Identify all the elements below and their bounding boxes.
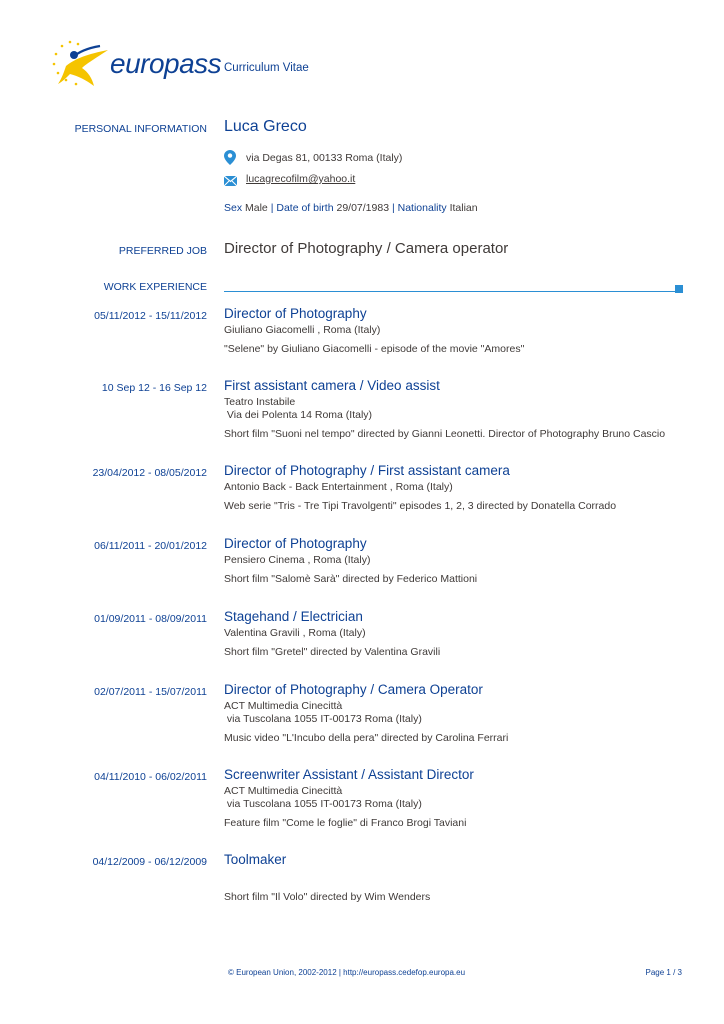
entry-description: Short film "Gretel" directed by Valentina Gravili	[224, 646, 441, 658]
entry-date: 23/04/2012 - 08/05/2012	[92, 467, 207, 479]
work-entry	[0, 682, 724, 762]
entry-description: Short film "Suoni nel tempo" directed by Gianni Leonetti. Director of Photography Bruno Cascio	[224, 428, 666, 440]
email-icon	[224, 176, 237, 186]
entry-org: Pensiero Cinema , Roma (Italy)	[224, 554, 371, 566]
work-entry	[0, 767, 724, 847]
europass-wordmark: europass	[110, 48, 222, 79]
cv-label: Curriculum Vitae	[224, 62, 309, 74]
sex-value: Male	[245, 202, 268, 214]
work-entry	[0, 536, 724, 616]
sex-label: Sex	[224, 202, 243, 214]
entry-title: Director of Photography / Camera Operator	[224, 682, 483, 697]
work-entry	[0, 609, 724, 689]
personal-info-label: PERSONAL INFORMATION	[74, 123, 207, 135]
entry-description: Feature film "Come le foglie" di Franco Brogi Taviani	[224, 817, 467, 829]
work-entry	[0, 463, 724, 543]
entry-description: Web serie "Tris - Tre Tipi Travolgenti" episodes 1, 2, 3 directed by Donatella Corrado	[224, 500, 617, 512]
entry-org: Teatro Instabile	[224, 396, 296, 408]
dob-value: 29/07/1983	[336, 202, 390, 214]
section-divider-line	[224, 291, 676, 292]
email-link[interactable]: lucagrecofilm@yahoo.it	[246, 173, 356, 185]
entry-date: 10 Sep 12 - 16 Sep 12	[101, 382, 207, 394]
entry-description: Music video "L'Incubo della pera" directed by Carolina Ferrari	[224, 732, 509, 744]
entry-title: Director of Photography	[224, 306, 367, 321]
entry-title: Director of Photography / First assistant camera	[224, 463, 510, 478]
entry-date: 04/12/2009 - 06/12/2009	[92, 856, 207, 868]
preferred-job-value: Director of Photography / Camera operator	[224, 240, 509, 257]
address-text: via Degas 81, 00133 Roma (Italy)	[246, 152, 403, 164]
preferred-job-label: PREFERRED JOB	[118, 245, 207, 257]
footer-page-number: Page 1 / 3	[645, 968, 682, 977]
personal-details-row	[224, 202, 478, 214]
entry-title: Stagehand / Electrician	[224, 609, 363, 624]
entry-date: 04/11/2010 - 06/02/2011	[94, 771, 207, 783]
entry-date: 02/07/2011 - 15/07/2011	[94, 686, 207, 698]
separator: |	[391, 202, 395, 214]
entry-description: Short film "Salomè Sarà" directed by Federico Mattioni	[224, 573, 478, 585]
entry-date: 05/11/2012 - 15/11/2012	[94, 310, 207, 322]
section-divider-square	[675, 285, 683, 293]
nationality-label: Nationality	[397, 202, 447, 214]
entry-org-address: via Tuscolana 1055 IT-00173 Roma (Italy)	[224, 713, 422, 725]
entry-description: Short film "Il Volo" directed by Wim Wenders	[224, 891, 431, 903]
entry-description: "Selene" by Giuliano Giacomelli - episode of the movie "Amores"	[224, 343, 525, 355]
entry-title: Toolmaker	[224, 852, 287, 867]
work-entry	[0, 306, 724, 386]
nationality-value: Italian	[449, 202, 478, 214]
person-name: Luca Greco	[224, 118, 307, 135]
location-pin-icon	[224, 150, 236, 165]
entry-date: 06/11/2011 - 20/01/2012	[94, 540, 207, 552]
europass-logo	[48, 38, 222, 90]
work-entry	[0, 852, 724, 932]
entry-org: ACT Multimedia Cinecittà	[224, 785, 343, 797]
footer-copyright: © European Union, 2002-2012 | http://europass.cedefop.europa.eu	[228, 968, 466, 977]
entry-org: Valentina Gravili , Roma (Italy)	[224, 627, 366, 639]
work-entry	[0, 378, 724, 458]
entry-org: ACT Multimedia Cinecittà	[224, 700, 343, 712]
entry-org-address: via Tuscolana 1055 IT-00173 Roma (Italy)	[224, 798, 422, 810]
entry-org-address: Via dei Polenta 14 Roma (Italy)	[224, 409, 373, 421]
entry-title: Director of Photography	[224, 536, 367, 551]
entry-date: 01/09/2011 - 08/09/2011	[94, 613, 207, 625]
separator: |	[270, 202, 274, 214]
entry-org: Giuliano Giacomelli , Roma (Italy)	[224, 324, 381, 336]
entry-title: Screenwriter Assistant / Assistant Director	[224, 767, 474, 782]
dob-label: Date of birth	[276, 202, 334, 214]
entry-title: First assistant camera / Video assist	[224, 378, 440, 393]
work-experience-label: WORK EXPERIENCE	[103, 281, 207, 293]
entry-org: Antonio Back - Back Entertainment , Roma (Italy)	[224, 481, 453, 493]
